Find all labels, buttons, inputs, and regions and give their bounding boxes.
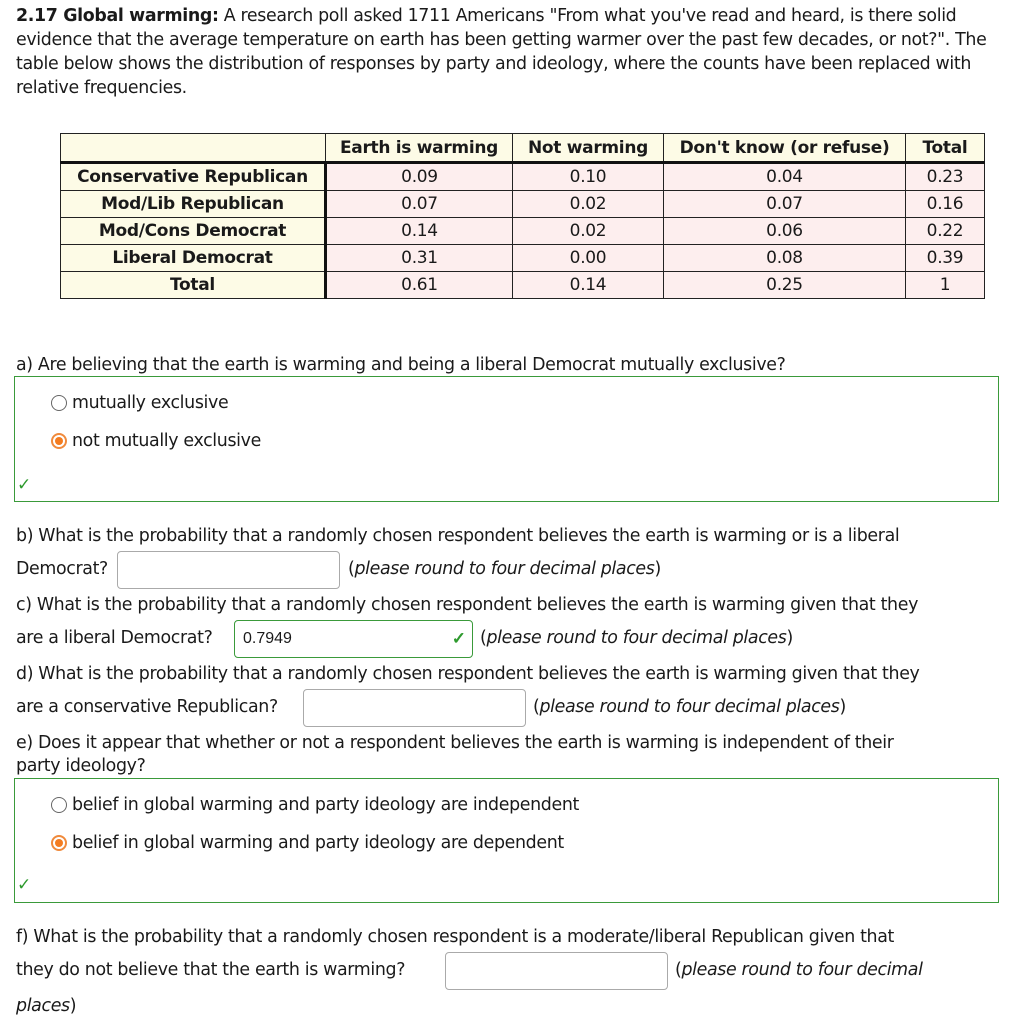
option-label: belief in global warming and party ideology are dependent [72,833,564,853]
table-header: Total [906,134,985,163]
option-mutually-exclusive[interactable] [51,393,228,413]
option-label: mutually exclusive [72,393,229,413]
question-b-answer-input[interactable] [117,551,340,589]
question-a-answer-box [14,376,999,502]
table-cell: 0.00 [513,245,664,272]
table-cell: 0.14 [513,272,664,299]
contingency-table [60,133,985,299]
option-independent[interactable] [51,795,579,815]
table-header-corner [61,134,326,163]
option-dependent[interactable] [51,833,564,853]
question-f-answer-input[interactable] [445,952,668,990]
radio-unselected-icon[interactable] [51,797,67,813]
option-label: belief in global warming and party ideology are independent [72,795,579,815]
table-header: Not warming [513,134,664,163]
table-cell: 0.04 [664,163,906,191]
question-c-answer-value: 0.7949 [243,630,292,647]
row-label: Liberal Democrat [61,245,326,272]
row-label: Mod/Lib Republican [61,191,326,218]
table-cell: 0.10 [513,163,664,191]
question-c-text-cont: are a liberal Democrat? [16,628,213,648]
table-cell: 0.07 [326,191,513,218]
table-row [61,218,985,245]
problem-text: A research poll asked 1711 Americans "From what you've read and heard, is there solid evidence that the average temperature on earth has been getting warmer over the past few decades, or not?". The table below shows the distribution of responses by party and ideology, where the counts have been replaced with relative frequencies. [16,6,987,98]
table-cell: 0.02 [513,191,664,218]
option-not-mutually-exclusive[interactable] [51,431,261,451]
table-cell: 0.16 [906,191,985,218]
table-cell: 0.22 [906,218,985,245]
radio-selected-icon[interactable] [51,835,67,851]
question-c-text: c) What is the probability that a randomly chosen respondent believes the earth is warming given that they [16,595,919,615]
correct-check-icon: ✓ [17,875,32,895]
radio-unselected-icon[interactable] [51,395,67,411]
question-e-text: e) Does it appear that whether or not a respondent believes the earth is warming is independent of their [16,733,894,753]
table-row [61,245,985,272]
question-f-hint: (please round to four decimal [675,960,923,980]
row-label: Conservative Republican [61,163,326,191]
correct-check-icon: ✓ [451,629,466,648]
question-d-answer-input[interactable] [303,689,526,727]
table-header: Earth is warming [326,134,513,163]
question-b-hint: (please round to four decimal places) [348,559,661,579]
row-label: Mod/Cons Democrat [61,218,326,245]
table-row-total [61,272,985,299]
table-cell: 0.07 [664,191,906,218]
row-label: Total [61,272,326,299]
table-cell: 0.25 [664,272,906,299]
table-cell: 0.39 [906,245,985,272]
question-a-text: a) Are believing that the earth is warming and being a liberal Democrat mutually exclusive? [16,355,786,375]
table-header-row [61,134,985,163]
table-header: Don't know (or refuse) [664,134,906,163]
question-b-text: b) What is the probability that a randomly chosen respondent believes the earth is warming or is a liberal [16,526,900,546]
table-cell: 0.23 [906,163,985,191]
question-c-answer-input[interactable] [234,620,473,658]
question-f-text: f) What is the probability that a randomly chosen respondent is a moderate/liberal Republican given that [16,927,894,947]
table-cell: 0.31 [326,245,513,272]
table-cell: 0.08 [664,245,906,272]
question-f-text-cont: they do not believe that the earth is warming? [16,960,406,980]
problem-intro [16,4,1006,100]
table-cell: 0.09 [326,163,513,191]
table-row [61,191,985,218]
question-d-text-cont: are a conservative Republican? [16,697,278,717]
question-b-text-cont: Democrat? [16,559,108,579]
option-label: not mutually exclusive [72,431,261,451]
table-cell: 0.06 [664,218,906,245]
question-f-hint-cont: places) [16,996,77,1016]
question-e-text-cont: party ideology? [16,756,146,776]
question-d-text: d) What is the probability that a randomly chosen respondent believes the earth is warming given that they [16,664,920,684]
table-cell: 1 [906,272,985,299]
problem-title: 2.17 Global warming: [16,6,219,26]
table-cell: 0.14 [326,218,513,245]
correct-check-icon: ✓ [17,475,32,495]
table-cell: 0.02 [513,218,664,245]
table-cell: 0.61 [326,272,513,299]
table-row [61,163,985,191]
question-c-hint: (please round to four decimal places) [480,628,793,648]
question-d-hint: (please round to four decimal places) [533,697,846,717]
radio-selected-icon[interactable] [51,433,67,449]
question-e-answer-box [14,778,999,903]
